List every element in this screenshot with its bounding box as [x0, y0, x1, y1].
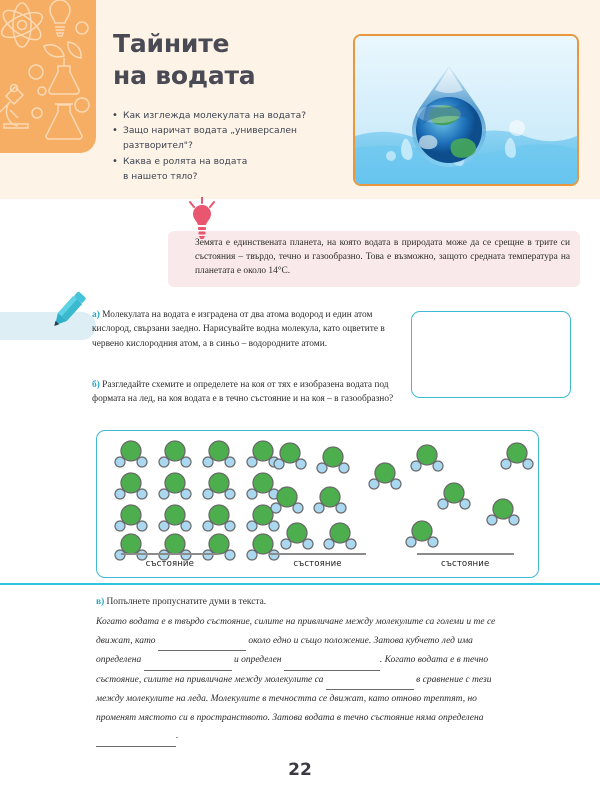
blank-sentence-2-pre: Затова кубчето лед има определена: [96, 635, 473, 666]
photo-artwork: [355, 36, 577, 184]
blank-sentence-2-post: .: [379, 655, 383, 666]
intro-paragraph: Земята е единствената планета, на която водата в природата може да се срещне в трите си състояния – твърдо, течно и газообразно. Това е възможно, защото средната температура на планетата е около 14°C.: [195, 238, 570, 277]
pencil-icon: [46, 287, 90, 333]
list-item-continuation: в нашето тяло?: [123, 171, 198, 182]
blank-sentence-3-pre: Когато водата е в течно състояние, силите на привличане между молекулите са: [96, 655, 489, 685]
title-line-2: на водата: [113, 61, 256, 90]
title-line-1: Тайните: [113, 29, 230, 58]
answer-rule[interactable]: [121, 553, 218, 555]
liquid-state-molecules: [271, 443, 401, 549]
section-v-instruction: Попълнете пропуснатите думи в текста.: [104, 597, 267, 607]
section-b-text: Разгледайте схемите и определете на коя от тях е изобразена водата под формата на лед, на коя водата е в течно състояние и на коя – в газообразно?: [92, 380, 394, 405]
blank-sentence-1-pre: Когато водата е в твърдо състояние, силите на привличане между молекулите са големи и те се движат, като: [96, 617, 496, 646]
blank-field-1[interactable]: [158, 632, 246, 652]
blank-field-3[interactable]: [284, 651, 383, 671]
blank-field-2[interactable]: [144, 651, 232, 671]
blank-sentence-1-post: около едно и също положение.: [245, 635, 372, 646]
list-item: • Защо наричат водата „универсален: [112, 124, 357, 139]
drawing-answer-box[interactable]: [411, 311, 571, 398]
state-label-gas[interactable]: състояние: [391, 553, 539, 577]
section-v-heading: [96, 595, 508, 609]
section-b-marker: б): [92, 380, 100, 390]
blank-sentence-3-post: в сравнение с тези между молекулите на леда. Молекулите в течността се движат, като отново трептят, но променят мястото си в пространството. Затова водата в течно състояние няма определена: [96, 674, 492, 723]
blank-sentence-2-mid: и определен: [231, 655, 284, 666]
solid-state-molecules: [115, 441, 279, 560]
section-a-marker: а): [92, 310, 100, 320]
section-b: [92, 378, 407, 407]
list-item-continuation: разтворител"?: [123, 141, 193, 152]
science-icons-panel: [0, 0, 96, 153]
science-icons-artwork: [0, 0, 96, 153]
state-label-solid[interactable]: състояние: [96, 553, 244, 577]
page-title: [113, 28, 353, 92]
section-divider: [0, 583, 600, 585]
state-label-row: [96, 553, 539, 577]
answer-rule[interactable]: [417, 553, 514, 555]
blank-field-5[interactable]: [96, 727, 179, 747]
blank-sentence-4-post: .: [176, 731, 179, 742]
gas-state-molecules: [406, 443, 533, 547]
fill-in-blanks-text: [96, 613, 510, 747]
blank-field-4[interactable]: [326, 671, 414, 691]
water-drop-earth-photo: [353, 34, 579, 186]
lightbulb-icon: [186, 197, 218, 241]
section-a-text: Молекулата на водата е изградена от два атома водород и един атом кислород, свързани заедно. Нарисувайте водна молекула, като оцветите в червено кислородния атом, а в синьо – водородните атоми.: [92, 310, 385, 349]
list-item: • Как изглежда молекулата на водата?: [112, 109, 357, 124]
page-number: 22: [288, 760, 312, 780]
state-label-liquid[interactable]: състояние: [244, 553, 392, 577]
answer-rule[interactable]: [269, 553, 366, 555]
list-item: • Каква е ролята на водата: [112, 155, 357, 170]
section-a: [92, 308, 392, 351]
question-list: [112, 109, 357, 185]
section-v-marker: в): [96, 597, 105, 607]
